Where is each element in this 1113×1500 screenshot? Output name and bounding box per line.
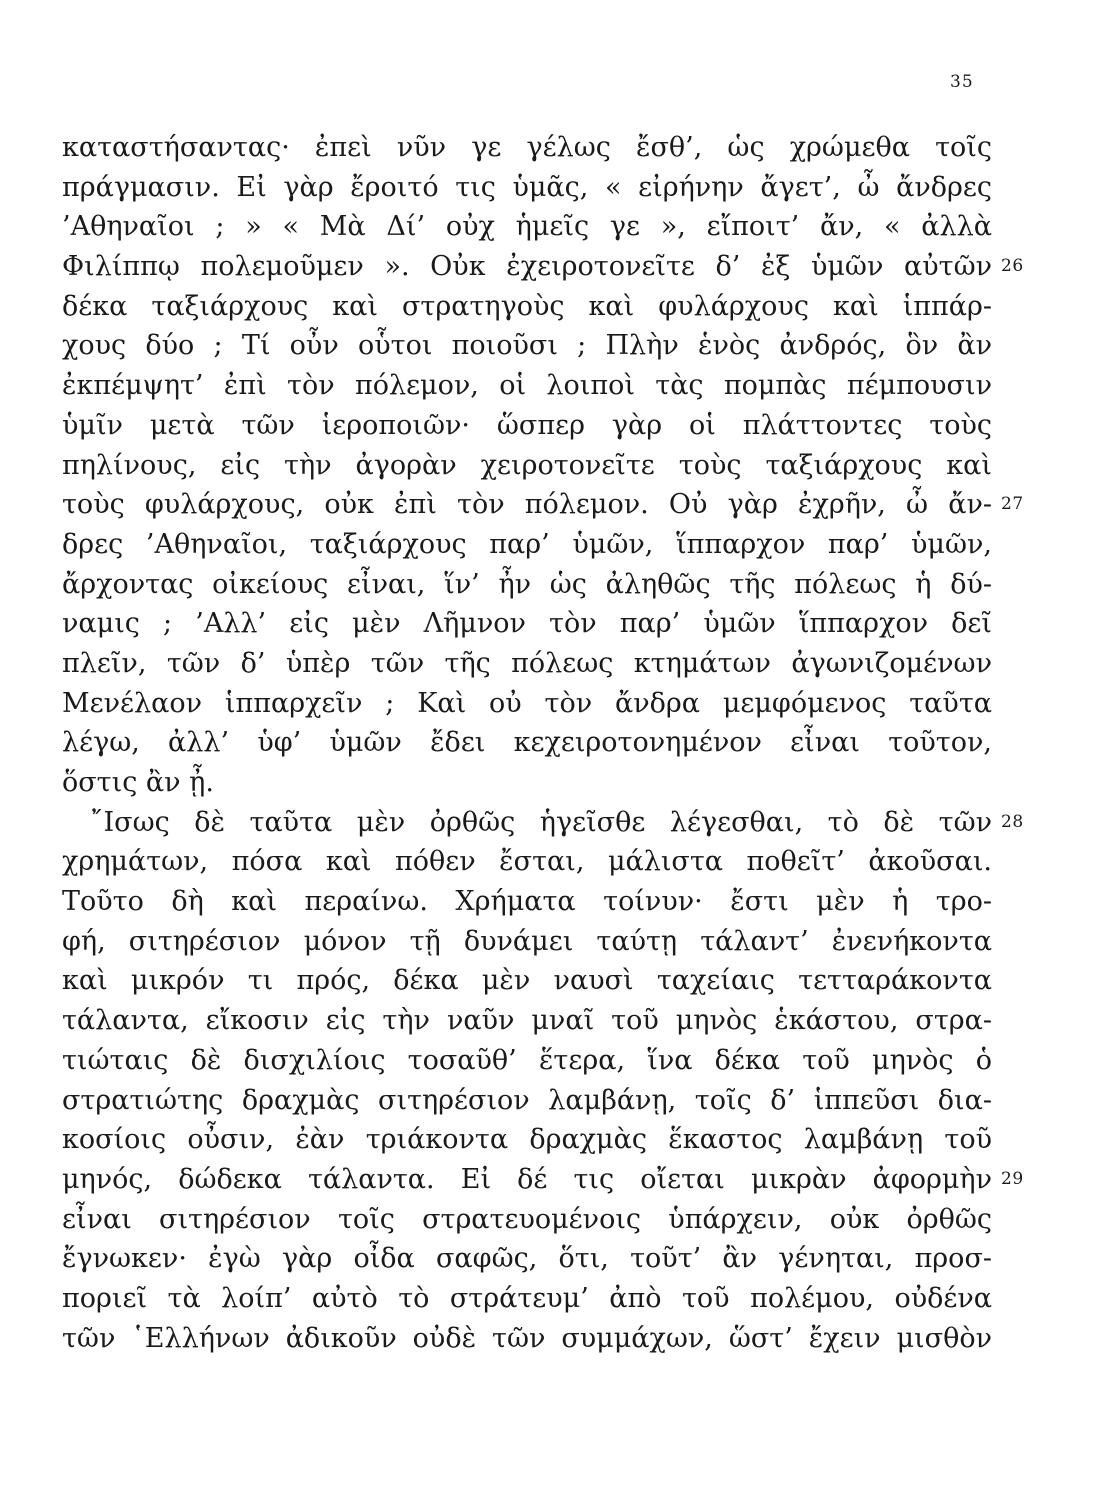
text-line-content: κοσίοις οὖσιν, ἐὰν τριάκοντα δραχμὰς ἕκαστος λαμβάνῃ τοῦ — [62, 1124, 992, 1156]
text-line-content: ῎Ισως δὲ ταῦτα μὲν ὀρθῶς ἡγεῖσθε λέγεσθαι, τὸ δὲ τῶν — [90, 806, 992, 838]
text-line-content: τάλαντα, εἴκοσιν εἰς τὴν ναῦν μναῖ τοῦ μηνὸς ἑκάστου, στρα- — [62, 1005, 992, 1037]
text-line — [62, 684, 992, 724]
text-line-content: ὅστις ἂν ᾖ. — [62, 767, 214, 798]
text-line — [62, 1239, 992, 1279]
text-line — [62, 803, 1024, 843]
text-line-content: ποριεῖ τὰ λοίπ’ αὐτὸ τὸ στράτευμ’ ἀπὸ τοῦ πολέμου, οὐδένα — [62, 1282, 992, 1314]
section-number: 27 — [1001, 494, 1024, 515]
text-line-content: στρατιώτης δραχμὰς σιτηρέσιον λαμβάνῃ, τοῖς δ’ ἱππεῦσι δια- — [62, 1084, 992, 1116]
text-line — [62, 1200, 992, 1240]
text-line-content: ’Αθηναῖοι ; » « Μὰ Δί’ οὐχ ἡμεῖς γε », εἴποιτ’ ἄν, « ἀλλὰ — [62, 211, 992, 243]
text-line — [62, 525, 992, 565]
section-number: 28 — [1001, 811, 1024, 832]
text-line — [62, 446, 992, 486]
text-line-content: τιώταις δὲ δισχιλίοις τοσαῦθ’ ἕτερα, ἵνα δέκα τοῦ μηνὸς ὁ — [62, 1044, 992, 1076]
text-line — [62, 842, 992, 882]
text-line — [62, 882, 992, 922]
text-line — [62, 1041, 992, 1081]
text-line-content: εἶναι σιτηρέσιον τοῖς στρατευομένοις ὑπάρχειν, οὐκ ὀρθῶς — [62, 1203, 992, 1235]
text-line-content: καὶ μικρόν τι πρός, δέκα μὲν ναυσὶ ταχείαις τετταράκοντα — [62, 965, 992, 997]
text-line — [62, 1279, 992, 1319]
text-line-content: τῶν ῾Ελλήνων ἀδικοῦν οὐδὲ τῶν συμμάχων, ὥστ’ ἔχειν μισθὸν — [62, 1322, 992, 1354]
text-line — [62, 1160, 1024, 1200]
text-line-content: ναμις ; ’Αλλ’ εἰς μὲν Λῆμνον τὸν παρ’ ὑμῶν ἵππαρχον δεῖ — [62, 608, 992, 640]
text-line — [62, 247, 1024, 287]
text-line-content: χρημάτων, πόσα καὶ πόθεν ἔσται, μάλιστα ποθεῖτ’ ἀκοῦσαι. — [62, 846, 992, 878]
text-line-content: Μενέλαον ἱππαρχεῖν ; Καὶ οὐ τὸν ἄνδρα μεμφόμενος ταῦτα — [62, 687, 992, 719]
text-line — [62, 207, 992, 247]
section-number: 29 — [1001, 1168, 1024, 1189]
text-line-content: μηνός, δώδεκα τάλαντα. Εἰ δέ τις οἴεται μικρὰν ἀφορμὴν — [62, 1163, 992, 1195]
text-line — [62, 1001, 992, 1041]
text-line — [62, 1319, 992, 1359]
text-line — [62, 763, 992, 803]
section-number: 26 — [1001, 256, 1024, 277]
text-line-content: ἄρχοντας οἰκείους εἶναι, ἵν’ ἦν ὡς ἀληθῶς τῆς πόλεως ἡ δύ- — [62, 568, 992, 600]
text-line-content: ὑμῖν μετὰ τῶν ἱεροποιῶν· ὥσπερ γὰρ οἱ πλάττοντες τοὺς — [62, 409, 992, 441]
text-line — [62, 723, 992, 763]
text-line — [62, 1081, 992, 1121]
text-line — [62, 565, 992, 605]
text-line-content: ἐκπέμψητ’ ἐπὶ τὸν πόλεμον, οἱ λοιποὶ τὰς πομπὰς πέμπουσιν — [62, 370, 992, 402]
text-line-content: δρες ’Αθηναῖοι, ταξιάρχους παρ’ ὑμῶν, ἵππαρχον παρ’ ὑμῶν, — [62, 528, 992, 560]
text-line-content: τοὺς φυλάρχους, οὐκ ἐπὶ τὸν πόλεμον. Οὐ γὰρ ἐχρῆν, ὦ ἄν- — [62, 489, 992, 521]
text-line — [62, 326, 992, 366]
text-line-content: χους δύο ; Τί οὖν οὗτοι ποιοῦσι ; Πλὴν ἑνὸς ἀνδρός, ὃν ἂν — [62, 330, 992, 362]
greek-text-body — [62, 128, 1024, 1358]
text-line — [62, 961, 992, 1001]
text-line-content: Τοῦτο δὴ καὶ περαίνω. Χρήματα τοίνυν· ἔστι μὲν ἡ τρο- — [62, 886, 992, 918]
text-line — [62, 406, 992, 446]
text-line — [62, 366, 992, 406]
text-line — [62, 604, 992, 644]
text-line-content: φή, σιτηρέσιον μόνον τῇ δυνάμει ταύτῃ τάλαντ’ ἐνενήκοντα — [62, 925, 992, 957]
text-line-content: λέγω, ἀλλ’ ὑφ’ ὑμῶν ἔδει κεχειροτονημένον εἶναι τοῦτον, — [62, 727, 992, 759]
text-line-content: πλεῖν, τῶν δ’ ὑπὲρ τῶν τῆς πόλεως κτημάτων ἀγωνιζομένων — [62, 647, 992, 679]
text-line-content: Φιλίππῳ πολεμοῦμεν ». Οὐκ ἐχειροτονεῖτε δ’ ἐξ ὑμῶν αὐτῶν — [62, 251, 992, 283]
text-line — [62, 1120, 992, 1160]
text-line — [62, 168, 992, 208]
text-line-content: δέκα ταξιάρχους καὶ στρατηγοὺς καὶ φυλάρχους καὶ ἱππάρ- — [62, 290, 992, 322]
text-line-content: πράγμασιν. Εἰ γὰρ ἔροιτό τις ὑμᾶς, « εἰρήνην ἄγετ’, ὦ ἄνδρες — [62, 171, 992, 203]
text-line-content: πηλίνους, εἰς τὴν ἀγορὰν χειροτονεῖτε τοὺς ταξιάρχους καὶ — [62, 449, 992, 481]
text-line — [62, 485, 1024, 525]
text-line-content: καταστήσαντας· ἐπεὶ νῦν γε γέλως ἔσθ’, ὡς χρώμεθα τοῖς — [62, 132, 992, 163]
text-line — [62, 922, 992, 962]
text-line-content: ἔγνωκεν· ἐγὼ γὰρ οἶδα σαφῶς, ὅτι, τοῦτ’ ἂν γένηται, προσ- — [62, 1243, 992, 1275]
text-line — [62, 287, 992, 327]
text-line — [62, 644, 992, 684]
text-line — [62, 128, 992, 168]
page-number: 35 — [950, 72, 974, 92]
